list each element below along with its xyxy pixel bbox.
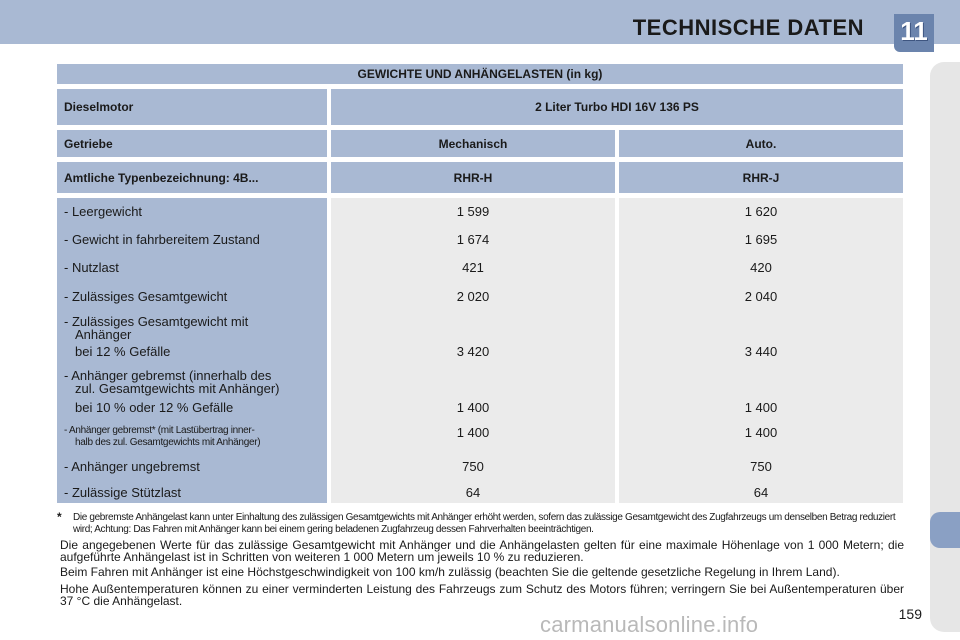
table-cell: 420 xyxy=(750,260,772,275)
table-cell: 2 040 xyxy=(744,289,778,304)
table-cell: 421 xyxy=(462,260,484,275)
table-cell: 1 400 xyxy=(744,400,778,415)
gearbox-row xyxy=(57,130,903,157)
footnote xyxy=(57,512,905,536)
watermark: carmanualsonline.info xyxy=(540,612,759,637)
table-body xyxy=(57,198,903,503)
table-cell: 1 400 xyxy=(744,425,778,440)
chapter-number: 11 xyxy=(900,16,928,46)
paragraph-temperature: Hohe Außentemperaturen können zu einer verminderten Leistung des Fahrzeugs zum Schutz des Motors führen; verringern Sie bei Außentemperaturen über 37 °C die Anhängelast. xyxy=(60,582,904,608)
engine-label: Dieselmotor xyxy=(57,89,327,125)
table-cell xyxy=(331,312,615,342)
type-rhr-h: RHR-H xyxy=(331,162,615,193)
table-cell: 2 020 xyxy=(456,289,490,304)
table-row: bei 12 % Gefälle xyxy=(75,344,171,359)
table-cell xyxy=(331,364,615,396)
table-row: - Leergewicht xyxy=(64,204,143,219)
footnote-text: Die gebremste Anhängelast kann unter Einhaltung des zulässigen Gesamtgewichts mit Anhänger erhöht werden, sofern das zulässige Gesamtgewicht des Zugfahrzeugs um denselben Betrag reduziert wird; Achtung: Das Fahren mit Anhänger kann bei einem gering beladenen Zugfahrzeug dessen Fahrverhalten beeinträchtigen. xyxy=(73,512,896,535)
gearbox-manual: Mechanisch xyxy=(331,130,615,157)
weights-table xyxy=(57,64,903,503)
table-cell: 750 xyxy=(462,459,484,474)
table-cell: 64 xyxy=(465,485,481,500)
engine-value: 2 Liter Turbo HDI 16V 136 PS xyxy=(331,89,903,125)
rhr-h-column xyxy=(331,198,615,503)
table-row: - Zulässiges Gesamtgewicht mit Anhänger xyxy=(64,314,249,342)
table-cell: 1 620 xyxy=(744,204,778,219)
table-cell: 1 695 xyxy=(744,232,778,247)
footnote-star: * xyxy=(57,510,62,524)
label-column xyxy=(57,198,327,503)
page-number: 159 xyxy=(898,606,922,622)
table-cell: 1 400 xyxy=(456,400,490,415)
table-title: GEWICHTE UND ANHÄNGELASTEN (in kg) xyxy=(57,64,903,84)
table-row: - Anhänger ungebremst xyxy=(64,459,200,474)
table-row: bei 10 % oder 12 % Gefälle xyxy=(75,400,234,415)
table-row: - Nutzlast xyxy=(64,260,119,275)
paragraph-altitude: Die angegebenen Werte für das zulässige Gesamtgewicht mit Anhänger und die Anhängelasten gelten für eine maximale Höhenlage von 1 000 Metern; die aufgeführte Anhängelast ist in Schritten von weiteren 1 000 Metern um jeweils 10 % zu reduzieren. xyxy=(60,538,904,564)
table-row: - Gewicht in fahrbereitem Zustand xyxy=(64,232,260,247)
table-row: - Zulässiges Gesamtgewicht xyxy=(64,289,228,304)
table-cell: 3 440 xyxy=(744,344,778,359)
gearbox-auto: Auto. xyxy=(619,130,903,157)
table-row: - Anhänger gebremst (innerhalb des zul. Gesamtgewichts mit Anhänger) xyxy=(64,368,280,396)
table-cell: 1 400 xyxy=(456,425,490,440)
table-row: - Zulässige Stützlast xyxy=(64,485,182,500)
rhr-j-column xyxy=(619,198,903,503)
table-row: - Anhänger gebremst* (mit Lastübertrag inner- halb des zul. Gesamtgewichts mit Anhänger) xyxy=(64,425,261,448)
type-row xyxy=(57,162,903,193)
paragraph-speed: Beim Fahren mit Anhänger ist eine Höchstgeschwindigkeit von 100 km/h zulässig (beachten Sie die geltende gesetzliche Regelung in Ihrem Land). xyxy=(60,565,840,579)
table-cell: 750 xyxy=(750,459,772,474)
table-cell: 1 674 xyxy=(456,232,490,247)
table-cell: 3 420 xyxy=(456,344,490,359)
table-cell: 64 xyxy=(753,485,769,500)
table-cell xyxy=(619,364,903,396)
type-label: Amtliche Typenbezeichnung: 4B... xyxy=(57,162,327,193)
table-cell xyxy=(619,312,903,342)
header-divider xyxy=(0,44,960,50)
gearbox-label: Getriebe xyxy=(57,130,327,157)
page-title: TECHNISCHE DATEN xyxy=(632,15,864,40)
engine-row xyxy=(57,89,903,125)
type-rhr-j: RHR-J xyxy=(619,162,903,193)
side-tab[interactable] xyxy=(930,512,960,548)
table-cell: 1 599 xyxy=(456,204,490,219)
